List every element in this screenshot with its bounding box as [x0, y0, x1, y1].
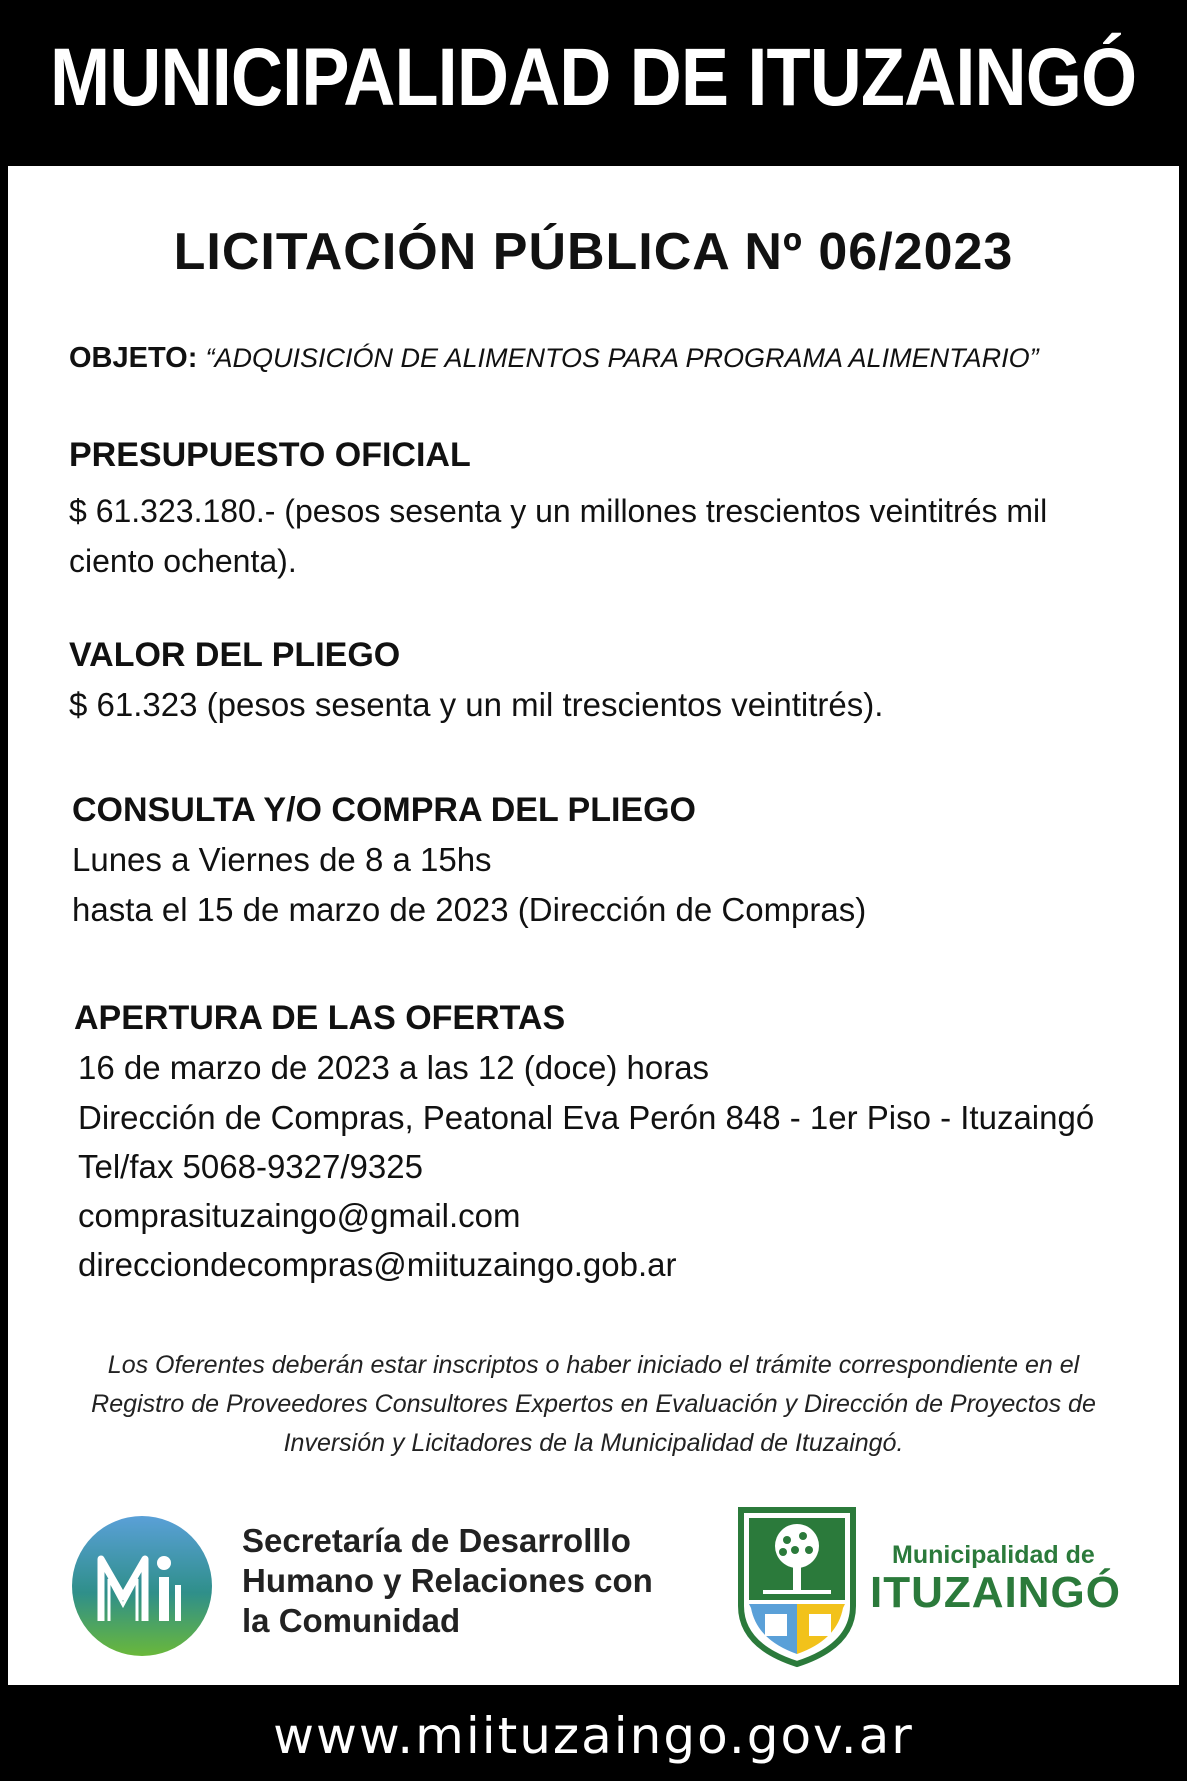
footer-bar [0, 1690, 1187, 1781]
consulta-line: hasta el 15 de marzo de 2023 (Dirección de Compras) [72, 891, 867, 928]
mi-logo-icon [71, 1515, 213, 1657]
valor-heading: VALOR DEL PLIEGO [69, 636, 401, 674]
apertura-heading: APERTURA DE LAS OFERTAS [74, 999, 566, 1037]
apertura-phone: Tel/fax 5068-9327/9325 [78, 1148, 423, 1185]
apertura-email-gob: direcciondecompras@miituzaingo.gob.ar [78, 1246, 677, 1283]
notice-panel [8, 166, 1179, 1685]
website-link[interactable]: www.miituzaingo.gov.ar [273, 1706, 914, 1765]
municipalidad-big-text: ITUZAINGÓ [870, 1568, 1121, 1617]
header-bar [0, 0, 1187, 156]
municipal-shield-icon [737, 1506, 857, 1668]
objeto-line [69, 342, 1039, 375]
valor-text: $ 61.323 (pesos sesenta y un mil trescientos veintitrés). [69, 686, 884, 723]
consulta-line: Lunes a Viernes de 8 a 15hs [72, 841, 492, 878]
consulta-heading: CONSULTA Y/O COMPRA DEL PLIEGO [72, 791, 697, 829]
municipalidad-small-text: Municipalidad de [892, 1541, 1095, 1569]
objeto-text: “ADQUISICIÓN DE ALIMENTOS PARA PROGRAMA ALIMENTARIO” [205, 343, 1039, 373]
presupuesto-text: $ 61.323.180.- (pesos sesenta y un millones trescientos veintitrés mil ciento ochenta). [69, 493, 1048, 579]
footnote: Los Oferentes deberán estar inscriptos o haber iniciado el trámite correspondiente en el Registro de Proveedores Consultores Expertos en Evaluación y Dirección de Proyectos de Inversión y Licitadores de la Municipalidad de Ituzaingó. [91, 1351, 1096, 1457]
apertura-date: 16 de marzo de 2023 a las 12 (doce) horas [78, 1049, 710, 1086]
secretaria-text: Secretaría de Desarrolllo Humano y Relaciones con la Comunidad [242, 1522, 653, 1639]
objeto-label: OBJETO: [69, 342, 198, 374]
apertura-address: Dirección de Compras, Peatonal Eva Perón 848 - 1er Piso - Ituzaingó [78, 1099, 1095, 1136]
page-title: MUNICIPALIDAD DE ITUZAINGÓ [50, 32, 1137, 123]
presupuesto-heading: PRESUPUESTO OFICIAL [69, 436, 471, 474]
notice-title: LICITACIÓN PÚBLICA Nº 06/2023 [173, 223, 1014, 281]
apertura-email-gmail: comprasituzaingo@gmail.com [78, 1197, 521, 1234]
